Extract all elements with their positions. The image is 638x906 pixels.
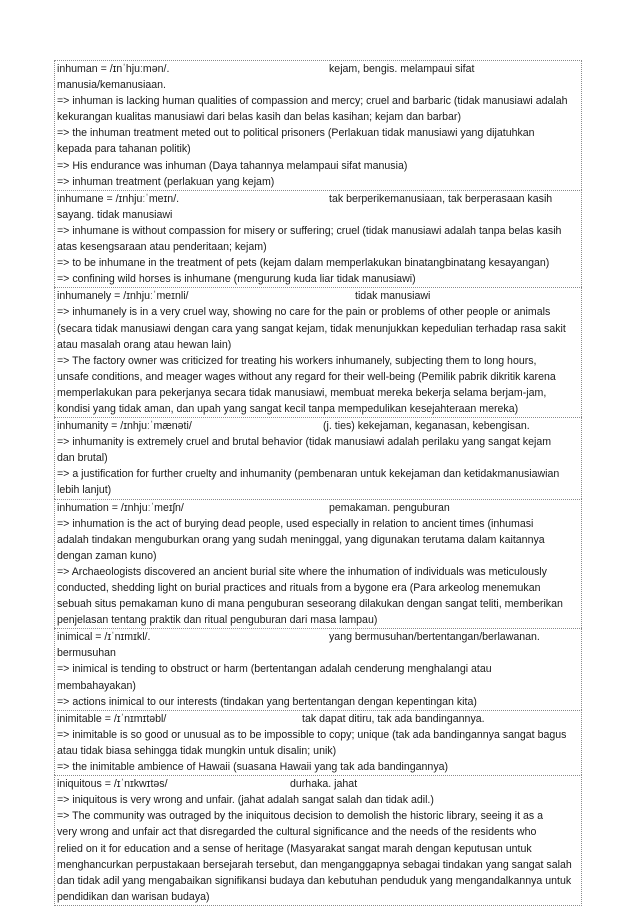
entry-line: unsafe conditions, and meager wages without any regard for their well-being (Pemilik pabrik dikritik karena [57,370,556,383]
headword: inhumanity = /ɪnhjuːˈmænəti/ [57,420,192,433]
entry-line: membahayakan) [57,679,136,692]
translation: yang bermusuhan/bertentangan/berlawanan. [329,631,540,644]
translation: (j. ties) kekejaman, keganasan, kebengisan. [323,420,530,433]
entry-line: manusia/kemanusiaan. [57,79,166,92]
entry-heading [57,418,580,434]
entry-inhumation [54,499,582,629]
entry-line: lebih lanjut) [57,484,112,497]
headword: inhumane = /ɪnhjuːˈmeɪn/. [57,192,180,205]
entry-line: atas kesengsaraan atau penderitaan; kejam) [57,241,267,254]
entry-line: => His endurance was inhuman (Daya tahannya melampaui sifat manusia) [57,159,408,172]
entry-line: => inhumanely is in a very cruel way, showing no care for the pain or problems of other people or animals [57,306,551,319]
entry-line: dan brutal) [57,452,108,465]
entry-heading [57,711,580,727]
entry-inhumanely [54,287,582,417]
entry-inimitable [54,710,582,775]
entry-line: relied on it for education and a sense of heritage (Masyarakat sangat marah dengan keputusan untuk [57,842,532,855]
entry-line: adalah tindakan menguburkan orang yang sudah meninggal, yang digunakan terutama dalam kaitannya [57,533,545,546]
dictionary-document [54,60,582,906]
entry-line: => Archaeologists discovered an ancient burial site where the inhumation of individuals was meticulously [57,565,547,578]
entry-heading [57,500,580,516]
translation: durhaka. jahat [290,778,358,791]
entry-line: => a justification for further cruelty and inhumanity (pembenaran untuk kekejaman dan ketidakmanusiawian [57,468,560,481]
entry-line: => inimitable is so good or unusual as to be impossible to copy; unique (tak ada bandingannya sangat bagus [57,728,567,741]
entry-line: kekurangan kualitas manusiawi dari belas kasih dan belas kasihan; kejam dan barbar) [57,111,461,124]
translation: tak berperikemanusiaan, tak berperasaan kasih [329,192,553,205]
entry-line: => inimical is tending to obstruct or harm (bertentangan adalah cenderung menghalangi atau [57,663,492,676]
entry-line: => iniquitous is very wrong and unfair. (jahat adalah sangat salah dan tidak adil.) [57,794,434,807]
entry-inhumanity [54,417,582,498]
translation: kejam, bengis. melampaui sifat [329,63,475,75]
entry-heading [57,191,580,207]
entry-line: menghancurkan perpustakaan bersejarah tersebut, dan menganggapnya sebagai tindakan yang sangat salah [57,858,572,871]
entry-line: => The factory owner was criticized for treating his workers inhumanely, subjecting them to long hours, [57,354,537,367]
entry-line: conducted, shedding light on burial practices and rituals from a bygone era (Para arkeolog menemukan [57,582,541,594]
headword: iniquitous = /ɪˈnɪkwɪtəs/ [57,778,168,791]
headword: inimical = /ɪˈnɪmɪkl/. [57,631,151,644]
entry-line: dan tidak adil yang mengabaikan signifikansi budaya dan kebutuhan penduduk yang mengandalkannya untuk [57,874,572,887]
entry-line: => inhumation is the act of burying dead people, used especially in relation to ancient times (inhumasi [57,517,534,530]
headword: inimitable = /ɪˈnɪmɪtəbl/ [57,712,167,725]
entry-line: memperlakukan para pekerjanya secara tidak manusiawi, membuat mereka bekerja selama berjam-jam, [57,386,547,399]
entry-heading [57,629,580,645]
entry-line: => inhumane is without compassion for misery or suffering; cruel (tidak manusiawi adalah tanpa belas kasih [57,224,562,237]
entry-line: => inhuman is lacking human qualities of compassion and mercy; cruel and barbaric (tidak manusiawi adalah [57,95,568,108]
translation: tidak manusiawi [355,290,431,303]
entry-line: kondisi yang tidak aman, dan upah yang sangat kecil tanpa mempedulikan kesejahteraan mereka) [57,402,519,415]
entry-inhumane [54,190,582,288]
entry-line: => the inimitable ambience of Hawaii (suasana Hawaii yang tak ada bandingannya) [57,761,449,774]
entry-line: => inhuman treatment (perlakuan yang kejam) [57,175,275,188]
entry-line: dengan zaman kuno) [57,549,157,562]
entry-line: bermusuhan [57,647,116,660]
entry-heading [57,61,580,77]
entry-line: => actions inimical to our interests (tindakan yang bertentangan dengan kepentingan kita) [57,695,477,708]
translation: tak dapat ditiru, tak ada bandingannya. [302,712,485,725]
entry-inhuman [54,60,582,190]
entry-line: pendidikan dan warisan budaya) [57,890,210,903]
entry-line: => The community was outraged by the iniquitous decision to demolish the historic library, seeing it as a [57,810,543,823]
entry-line: => confining wild horses is inhumane (mengurung kuda liar tidak manusiawi) [57,273,416,286]
headword: inhumanely = /ɪnhjuːˈmeɪnli/ [57,290,189,303]
entry-iniquitous [54,775,582,906]
entry-inimical [54,628,582,709]
entry-line: => inhumanity is extremely cruel and brutal behavior (tidak manusiawi adalah perilaku yang sangat kejam [57,436,552,449]
entry-line: => to be inhumane in the treatment of pets (kejam dalam memperlakukan binatangbinatang kesayangan) [57,257,550,270]
entry-line: very wrong and unfair act that disregarded the cultural significance and the needs of the residents who [57,826,537,839]
entry-line: => the inhuman treatment meted out to political prisoners (Perlakuan tidak manusiawi yang dijatuhkan [57,127,535,140]
entry-line: sayang. tidak manusiawi [57,208,173,221]
entry-line: atau masalah orang atau hewan lain) [57,338,232,351]
entry-line: penjelasan tentang praktik dan ritual penguburan dari masa lampau) [57,614,378,627]
entry-line: kepada para tahanan politik) [57,143,191,156]
entry-line: atau tidak biasa sehingga tidak mungkin untuk disalin; unik) [57,744,337,757]
entry-line: sebuah situs pemakaman kuno di mana penguburan seseorang dilakukan dengan sangat teliti, memberikan [57,598,563,611]
headword: inhumation = /ɪnhjuːˈmeɪʃn/ [57,501,184,514]
entry-line: (secara tidak manusiawi dengan cara yang sangat kejam, tidak menunjukkan kepedulian terhadap rasa sakit [57,322,566,335]
headword: inhuman = /ɪnˈhjuːmən/. [57,63,170,75]
entry-heading [57,288,580,304]
translation: pemakaman. penguburan [329,501,450,514]
entry-heading [57,776,580,792]
